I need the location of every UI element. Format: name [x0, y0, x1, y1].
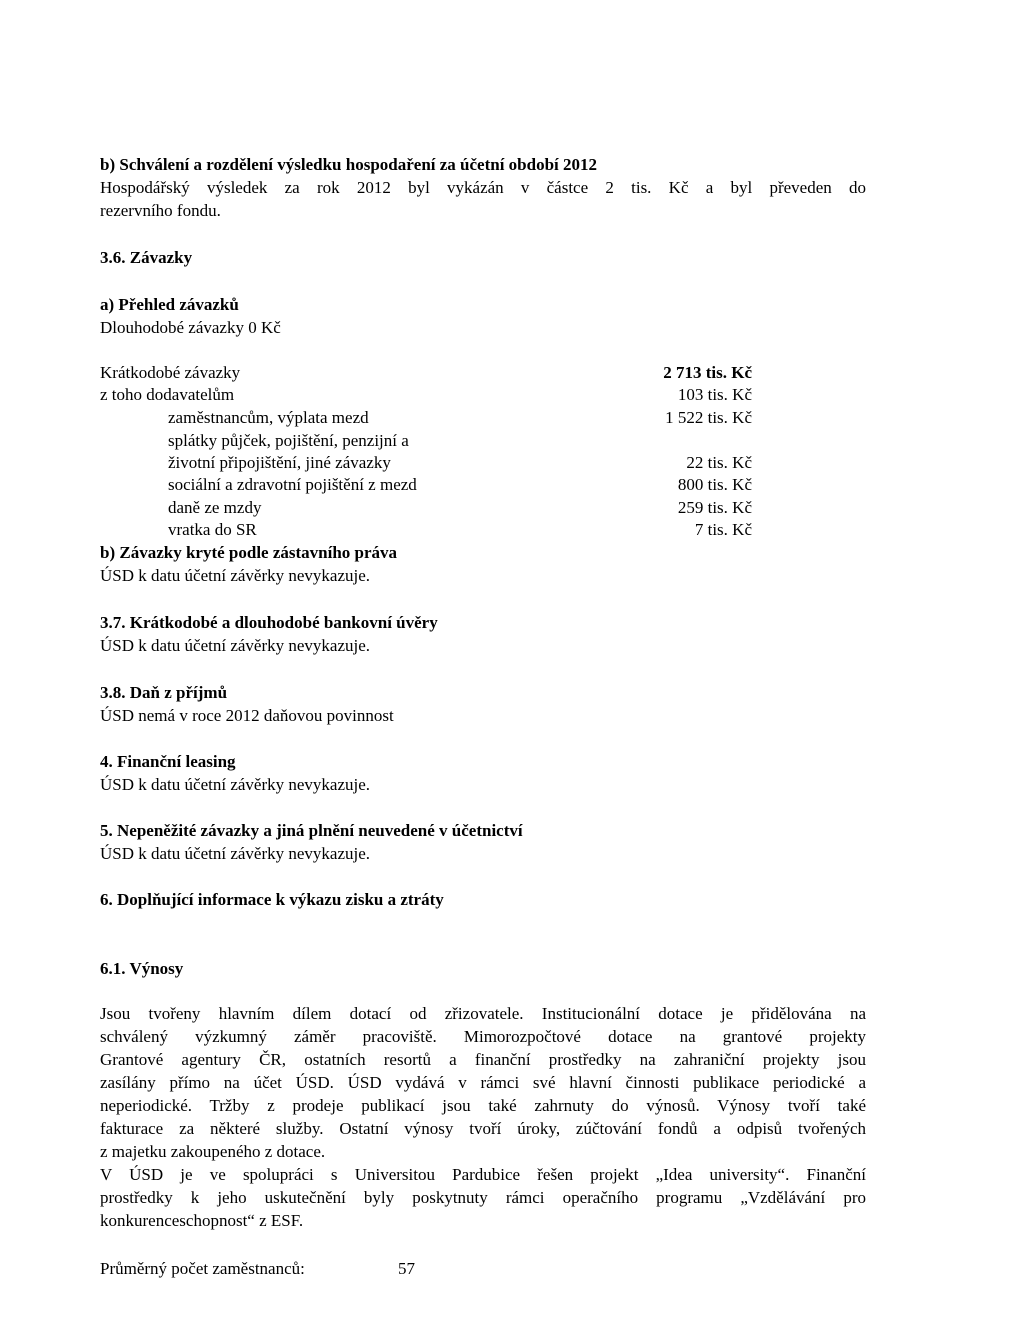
liability-value: 7 tis. Kč [694, 520, 752, 539]
section-3-8-heading: 3.8. Daň z příjmů [100, 683, 228, 702]
paragraph-line: V ÚSD je ve spolupráci s Universitou Pardubice řešen projekt „Idea university“. Finanční [100, 1165, 866, 1184]
section-5-text: ÚSD k datu účetní závěrky nevykazuje. [100, 844, 371, 863]
paragraph-line: Grantové agentury ČR, ostatních resortů a finanční prostředky na zahraniční projekty jsou [100, 1050, 866, 1069]
secured-liabilities-text: ÚSD k datu účetní závěrky nevykazuje. [100, 566, 371, 585]
liability-value: 1 522 tis. Kč [665, 408, 752, 427]
average-employees-label: Průměrný počet zaměstnanců: [100, 1259, 305, 1278]
section-b-heading: b) Schválení a rozdělení výsledku hospodaření za účetní období 2012 [100, 155, 598, 174]
paragraph-line: konkurenceschopnost“ z ESF. [100, 1211, 304, 1230]
paragraph-line: Jsou tvořeny hlavním dílem dotací od zřizovatele. Institucionální dotace je přidělována na [100, 1004, 866, 1023]
section-3-6-heading: 3.6. Závazky [100, 248, 193, 267]
section-3-8-text: ÚSD nemá v roce 2012 daňovou povinnost [100, 706, 394, 725]
paragraph-line: prostředky k jeho uskutečnění byly poskytnuty rámci operačního programu „Vzdělávání pro [100, 1188, 866, 1207]
section-6-heading: 6. Doplňující informace k výkazu zisku a ztráty [100, 890, 444, 909]
paragraph-line: schválený výzkumný záměr pracoviště. Mimorozpočtové dotace na grantové projekty [100, 1027, 866, 1046]
liability-value: 103 tis. Kč [677, 385, 752, 404]
paragraph-line: fakturace za některé služby. Ostatní výnosy tvoří úroky, zúčtování fondů a odpisů tvořených [100, 1119, 866, 1138]
liability-value: 259 tis. Kč [677, 498, 752, 517]
section-3-7-heading: 3.7. Krátkodobé a dlouhodobé bankovní úvěry [100, 613, 438, 632]
overview-heading: a) Přehled závazků [100, 295, 239, 314]
average-employees-value: 57 [398, 1259, 415, 1278]
liability-value: 800 tis. Kč [677, 475, 752, 494]
short-term-label: Krátkodobé závazky [100, 363, 241, 382]
paragraph-line: zasílány přímo na účet ÚSD. ÚSD vydává v rámci své hlavní činnosti publikace periodické a [100, 1073, 866, 1092]
section-3-7-text: ÚSD k datu účetní závěrky nevykazuje. [100, 636, 371, 655]
paragraph-line: neperiodické. Tržby z prodeje publikací jsou také zahrnuty do výnosů. Výnosy tvoří také [100, 1096, 866, 1115]
liability-label: z toho dodavatelům [100, 385, 235, 404]
liability-label: vratka do SR [168, 520, 257, 539]
liability-label: splátky půjček, pojištění, penzijní a [168, 431, 409, 450]
liability-label: životní připojištění, jiné závazky [168, 453, 391, 472]
long-term-liabilities: Dlouhodobé závazky 0 Kč [100, 318, 281, 337]
liability-label: zaměstnancům, výplata mezd [168, 408, 369, 427]
short-term-value: 2 713 tis. Kč [663, 363, 752, 382]
section-b-line-1: Hospodářský výsledek za rok 2012 byl vykázán v částce 2 tis. Kč a byl převeden do [100, 178, 866, 197]
liability-value: 22 tis. Kč [686, 453, 752, 472]
section-5-heading: 5. Nepeněžité závazky a jiná plnění neuvedené v účetnictví [100, 821, 523, 840]
liability-label: daně ze mzdy [168, 498, 262, 517]
secured-liabilities-heading: b) Závazky kryté podle zástavního práva [100, 543, 398, 562]
section-4-text: ÚSD k datu účetní závěrky nevykazuje. [100, 775, 371, 794]
section-b-line-2: rezervního fondu. [100, 201, 221, 220]
section-6-1-heading: 6.1. Výnosy [100, 959, 184, 978]
liability-label: sociální a zdravotní pojištění z mezd [168, 475, 417, 494]
paragraph-line: z majetku zakoupeného z dotace. [100, 1142, 326, 1161]
section-4-heading: 4. Finanční leasing [100, 752, 236, 771]
